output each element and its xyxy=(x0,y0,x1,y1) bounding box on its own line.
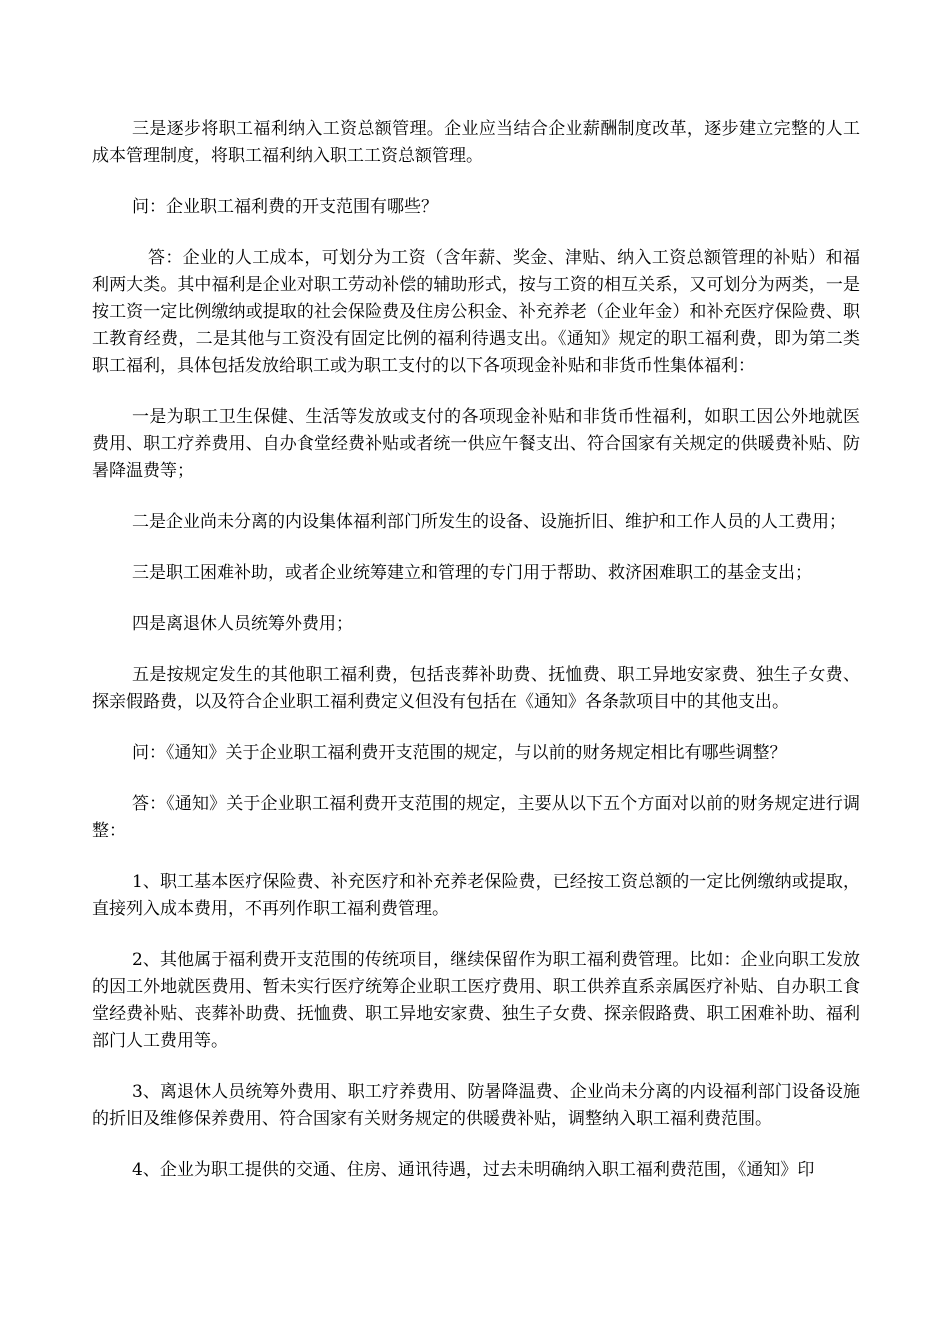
adjustment-item-3: 3、离退休人员统筹外费用、职工疗养费用、防暑降温费、企业尚未分离的内设福利部门设备设施的折旧及维修保养费用、符合国家有关财务规定的供暖费补贴，调整纳入职工福利费范围。 xyxy=(92,1082,860,1129)
adjustment-item-1: 1、职工基本医疗保险费、补充医疗和补充养老保险费，已经按工资总额的一定比例缴纳或提取，直接列入成本费用，不再列作职工福利费管理。 xyxy=(92,872,860,919)
list-item-retiree-expenses: 四是离退休人员统筹外费用； xyxy=(132,614,353,634)
list-item-hardship-assistance: 三是职工困难补助，或者企业统筹建立和管理的专门用于帮助、救济困难职工的基金支出； xyxy=(132,563,812,583)
adjustment-item-2: 2、其他属于福利费开支范围的传统项目，继续保留作为职工福利费管理。比如：企业向职工发放的因工外地就医费用、暂未实行医疗统筹企业职工医疗费用、职工供养直系亲属医疗补贴、自办职工食堂经费补贴、丧葬补助费、抚恤费、职工异地安家费、独生子女费、探亲假路费、职工困难补助、福利部门人工费用等。 xyxy=(92,950,860,1051)
paragraph-wage-management: 三是逐步将职工福利纳入工资总额管理。企业应当结合企业薪酬制度改革，逐步建立完整的人工成本管理制度，将职工福利纳入职工工资总额管理。 xyxy=(92,119,860,166)
list-item-welfare-departments: 二是企业尚未分离的内设集体福利部门所发生的设备、设施折旧、维护和工作人员的人工费用； xyxy=(132,512,846,532)
list-item-health-subsidies: 一是为职工卫生保健、生活等发放或支付的各项现金补贴和非货币性福利，如职工因公外地就医费用、职工疗养费用、自办食堂经费补贴或者统一供应午餐支出、符合国家有关规定的供暖费补贴、防暑降温费等； xyxy=(92,407,860,481)
list-item-other-welfare: 五是按规定发生的其他职工福利费，包括丧葬补助费、抚恤费、职工异地安家费、独生子女费、探亲假路费，以及符合企业职工福利费定义但没有包括在《通知》各条款项目中的其他支出。 xyxy=(92,665,860,712)
question-welfare-scope: 问：企业职工福利费的开支范围有哪些？ xyxy=(132,197,438,217)
document-body xyxy=(92,116,860,1208)
answer-welfare-scope: 答：企业的人工成本，可划分为工资（含年薪、奖金、津贴、纳入工资总额管理的补贴）和福利两大类。其中福利是企业对职工劳动补偿的辅助形式，按与工资的相互关系，又可划分为两类，一是按工资一定比例缴纳或提取的社会保险费及住房公积金、补充养老（企业年金）和补充医疗保险费、职工教育经费，二是其他与工资没有固定比例的福利待遇支出。《通知》规定的职工福利费，即为第二类职工福利，具体包括发放给职工或为职工支付的以下各项现金补贴和非货币性集体福利： xyxy=(92,248,860,376)
answer-adjustments: 答：《通知》关于企业职工福利费开支范围的规定，主要从以下五个方面对以前的财务规定进行调整： xyxy=(92,794,860,841)
question-adjustments: 问：《通知》关于企业职工福利费开支范围的规定，与以前的财务规定相比有哪些调整？ xyxy=(132,743,787,763)
adjustment-item-4: 4、企业为职工提供的交通、住房、通讯待遇，过去未明确纳入职工福利费范围，《通知》印 xyxy=(132,1160,815,1180)
